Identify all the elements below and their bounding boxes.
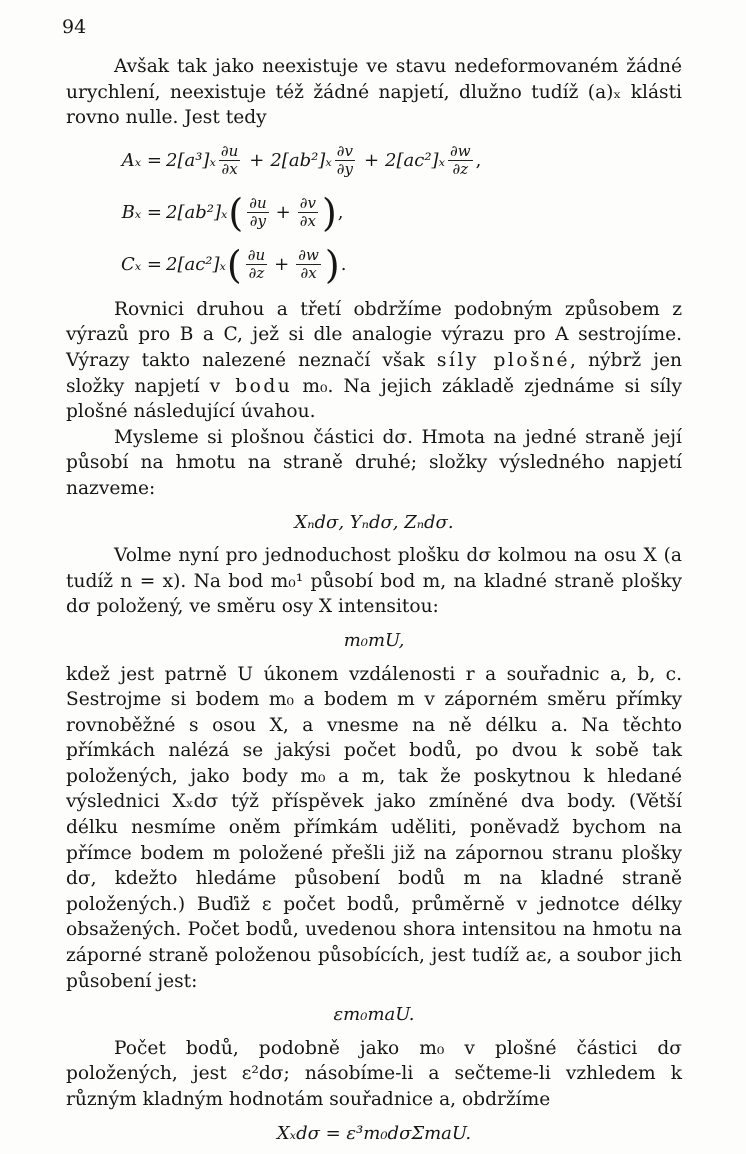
equation-components: Xₙdσ, Yₙdσ, Zₙdσ. xyxy=(294,511,454,533)
fraction: $\frac{\partial u}{\partial y}$ xyxy=(249,194,267,231)
paragraph-6: Počet bodů, podobně jako m₀ v plošné částici dσ položených, jest ε²dσ; násobíme-li a sečteme-li vzhledem k různým kladným hodnotám souřadnice a, obdržíme xyxy=(66,1037,682,1110)
equation-final: Xₓdσ = ε³m₀dσΣmaU. xyxy=(276,1122,472,1144)
fraction: $\frac{\partial u}{\partial z}$ xyxy=(247,246,266,283)
equation-c-x: Cₓ = 2[ac²]ₓ ( $\frac{\partial u}{\partial z}$ + $\frac{\partial w}{\partial x}$ ) . xyxy=(66,239,682,291)
paragraph-1: Avšak tak jako neexistuje ve stavu nedeformovaném žádné urychlení, neexistuje též žádné napjetí, dlužno tudíž (a)ₓ klásti rovno nulle. Jest tedy xyxy=(66,56,682,129)
equation-sum-action: εm₀maU. xyxy=(333,1004,415,1026)
fraction: $\frac{\partial w}{\partial x}$ xyxy=(298,246,319,283)
spaced-emphasis: v bodu xyxy=(209,375,293,397)
page-body xyxy=(66,54,682,1154)
paragraph-4: Volme nyní pro jednoduchost plošku dσ kolmou na osu X (a tudíž n = x). Na bod m₀¹ působí bod m, na kladné straně plošky dσ položený, ve směru osy X intensitou: xyxy=(66,545,682,618)
equation-block-abc xyxy=(66,135,682,291)
equation-b-x: Bₓ = 2[ab²]ₓ ( $\frac{\partial u}{\partial y}$ + $\frac{\partial v}{\partial x}$ ) , xyxy=(66,187,682,239)
eq-b-lhs: Bₓ = xyxy=(121,201,162,223)
eq-c-lhs: Cₓ = xyxy=(121,253,162,275)
fraction: $\frac{\partial v}{\partial y}$ xyxy=(336,142,353,179)
paragraph-2: Rovnici druhou a třetí obdržíme podobným způsobem z výrazů pro B a C, jež si dle analogie výrazu pro A sestrojíme. Výrazy takto nalezené neznačí však síly plošné, nýbrž jen složky napjetí v bodu m₀. Na jejich základě zjednáme si síly plošné následující úvahou. xyxy=(66,298,682,423)
fraction: $\frac{\partial v}{\partial x}$ xyxy=(299,194,316,231)
spaced-emphasis: síly plošné xyxy=(436,349,571,371)
equation-a-x: Aₓ = 2[a³]ₓ $\frac{\partial u}{\partial x}$ + 2[ab²]ₓ $\frac{\partial v}{\partial y}$ + 2[ac²]ₓ $\frac{\partial w}{\partial z}$ , xyxy=(66,135,682,187)
equation-intensity: m₀mU, xyxy=(343,629,405,651)
paragraph-3: Mysleme si plošnou částici dσ. Hmota na jedné straně její působí na hmotu na straně druhé; složky výsledného napjetí nazveme: xyxy=(66,426,682,499)
fraction: $\frac{\partial w}{\partial z}$ xyxy=(449,142,471,179)
page-number: 94 xyxy=(62,16,87,38)
eq-a-lhs: Aₓ = xyxy=(121,149,162,171)
paragraph-5: kdež jest patrně U úkonem vzdálenosti r a souřadnic a, b, c. Sestrojme si bodem m₀ a bodem m v záporném směru přímky rovnoběžné s osou X, a vnesme na ně délku a. Na těchto přímkách nalézá se jakýsi počet bodů, po dvou k sobě tak položených, jako body m₀ a m, tak že poskytnou k hledané výslednici Xₓdσ týž příspěvek jako zmíněné dva body. (Větší délku nesmíme oněm přímkám uděliti, poněvadž bychom na přímce bodem m položené přešli již na zápornou stranu plošky dσ, kdežto hledáme působení bodů m na kladné straně položených.) Buďiž ε počet bodů, průměrně v jednotce délky obsažených. Počet bodů, uvedenou shora intensitou na hmotu na záporné straně položenou působících, jest tudíž aε, a soubor jich působení jest: xyxy=(66,663,682,992)
fraction: $\frac{\partial u}{\partial x}$ xyxy=(220,142,239,179)
